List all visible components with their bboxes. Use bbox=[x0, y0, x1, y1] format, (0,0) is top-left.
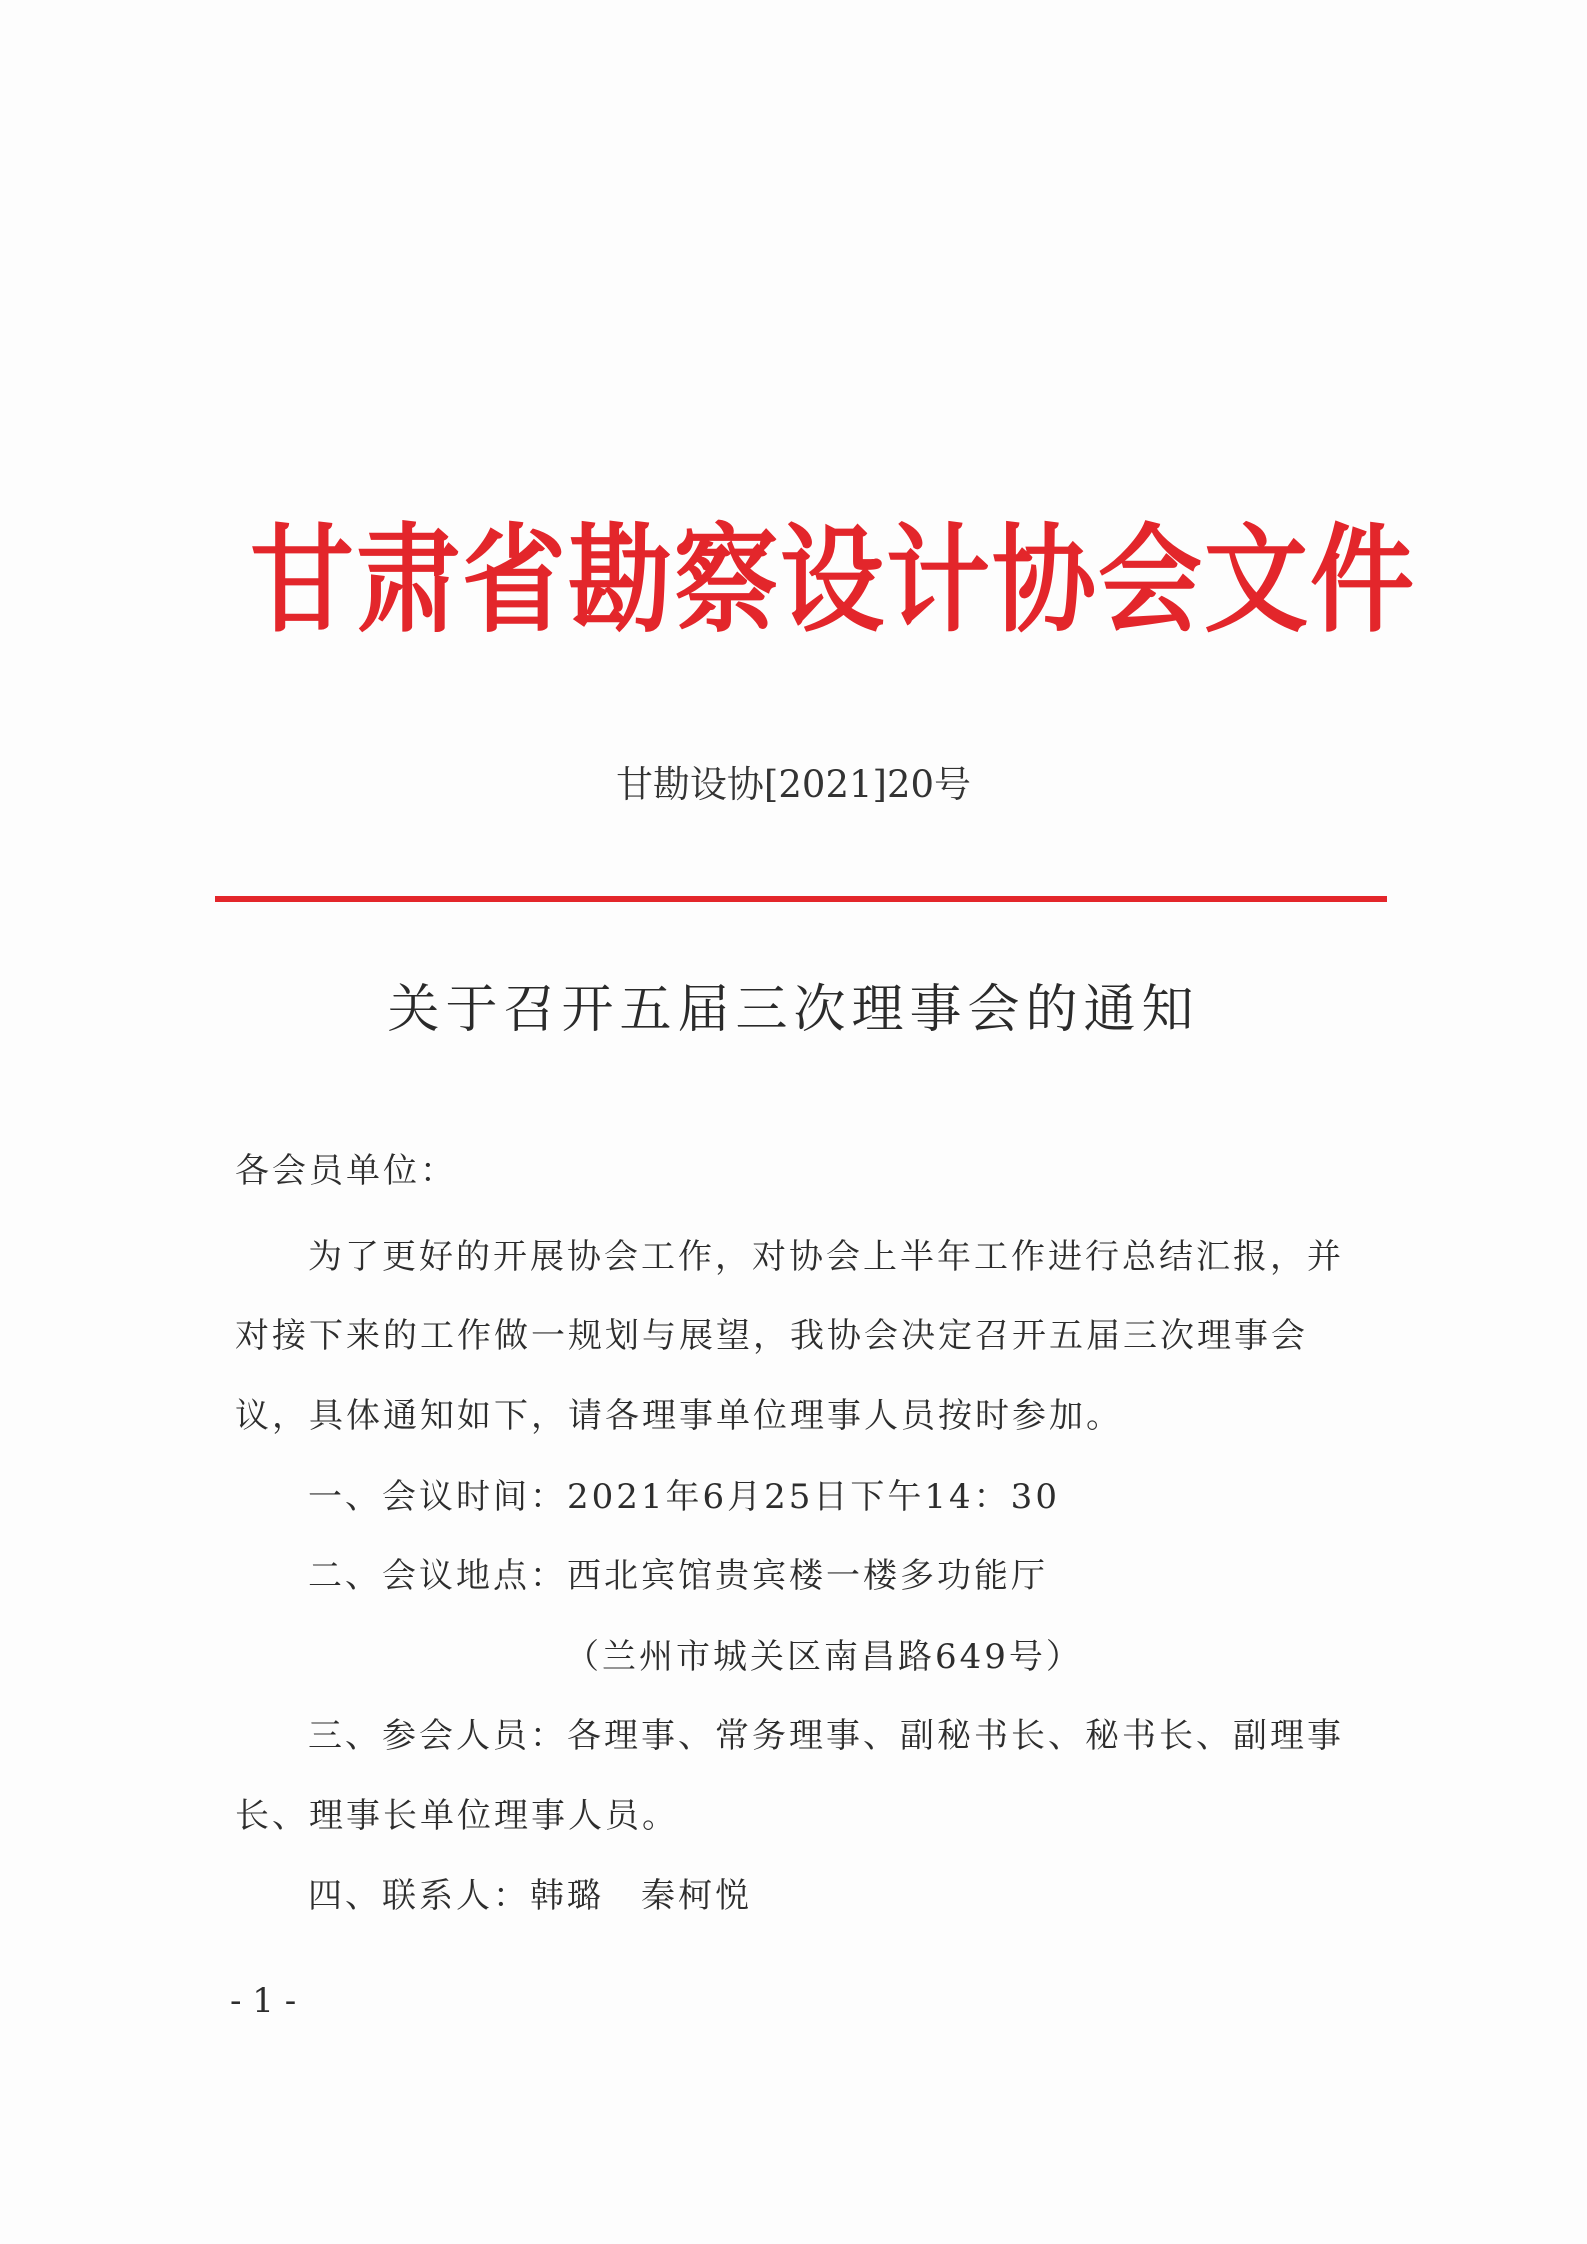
page-number: - 1 - bbox=[230, 1981, 297, 2021]
contact-persons: 四、联系人：韩璐 秦柯悦 bbox=[308, 1876, 752, 1916]
attendees-line-1: 三、参会人员：各理事、常务理事、副秘书长、秘书长、副理事 bbox=[308, 1716, 1344, 1756]
salutation: 各会员单位： bbox=[235, 1151, 457, 1191]
issuer-masthead: 甘肃省勘察设计协会文件 bbox=[250, 511, 1417, 649]
notice-title: 关于召开五届三次理事会的通知 bbox=[387, 980, 1200, 1040]
intro-line-3: 议，具体通知如下，请各理事单位理事人员按时参加。 bbox=[235, 1396, 1123, 1436]
intro-line-2: 对接下来的工作做一规划与展望，我协会决定召开五届三次理事会 bbox=[235, 1316, 1308, 1356]
meeting-time: 一、会议时间：2021年6月25日下午14：30 bbox=[308, 1477, 1060, 1517]
meeting-location: 二、会议地点：西北宾馆贵宾楼一楼多功能厅 bbox=[308, 1556, 1048, 1596]
attendees-line-2: 长、理事长单位理事人员。 bbox=[235, 1796, 679, 1836]
meeting-address: （兰州市城关区南昌路649号） bbox=[565, 1637, 1083, 1677]
document-number: 甘勘设协[2021]20号 bbox=[615, 763, 972, 806]
red-divider-line bbox=[215, 896, 1387, 902]
intro-line-1: 为了更好的开展协会工作，对协会上半年工作进行总结汇报，并 bbox=[308, 1237, 1344, 1277]
